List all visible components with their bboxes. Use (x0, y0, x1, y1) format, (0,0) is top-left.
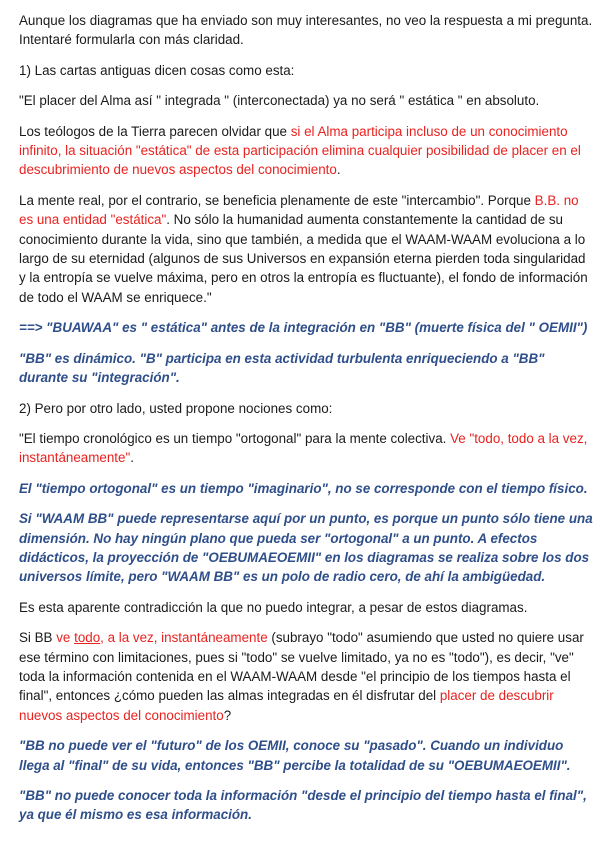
text-run: (subrayo "todo" asumiendo que usted no quiere usar ese término con limitaciones, pues si "todo" se vuelve limitado, ya no es "todo"), es decir, "ve" toda la información contenida en el WAAM-WAAM desde "el principio de los tiempos hasta el final", entonces ¿cómo pueden las almas integradas en él disfrutar del (19, 630, 584, 704)
highlighted-text: si el Alma participa incluso de un conocimiento infinito, la situación "estática" de esta participación elimina cualquier posibilidad de placer en el descubrimiento de nuevos aspectos del conocimiento (19, 123, 581, 178)
highlighted-text: Ve "todo, todo a la vez, instantáneamente" (19, 430, 588, 466)
paragraph-question (19, 628, 594, 725)
underlined-highlighted-text: todo (74, 630, 101, 646)
document-body (19, 11, 594, 836)
text-run: . (336, 162, 341, 178)
paragraph-intro: Aunque los diagramas que ha enviado son muy interesantes, no veo la respuesta a mi pregunta. Intentaré formularla con más claridad. (19, 13, 593, 48)
paragraph-quote-2 (19, 429, 594, 468)
highlighted-text: , a la vez, instantáneamente (100, 630, 268, 646)
text-run: ? (223, 707, 232, 723)
text-run: Los teólogos de la Tierra parecen olvidar que (19, 123, 291, 139)
paragraph-theologians (19, 122, 594, 180)
paragraph-point-2: 2) Pero por otro lado, usted propone nociones como: (19, 400, 333, 416)
comment-bb-future: "BB no puede ver el "futuro" de los OEMII, conoce su "pasado". Cuando un individuo llega al "final" de su vida, entonces "BB" percibe la totalidad de su "OEBUMAEOEMII". (19, 738, 571, 773)
highlighted-text: placer de descubrir nuevos aspectos del conocimiento (19, 688, 554, 723)
comment-bb-dynamic: "BB" es dinámico. "B" participa en esta actividad turbulenta enriqueciendo a "BB" durante su "integración". (19, 350, 545, 386)
paragraph-contradiction: Es esta aparente contradicción la que no puedo integrar, a pesar de estos diagramas. (19, 599, 528, 615)
text-run: . (130, 450, 134, 466)
paragraph-real-mind (19, 191, 594, 307)
comment-orthogonal-time: El "tiempo ortogonal" es un tiempo "imaginario", no se corresponde con el tiempo físico. (19, 480, 588, 496)
paragraph-point-1: 1) Las cartas antiguas dicen cosas como esta: (19, 62, 295, 78)
comment-buawaa: ==> "BUAWAA" es " estática" antes de la integración en "BB" (muerte física del " OEMII") (19, 320, 588, 336)
text-run: Si BB (19, 630, 57, 646)
highlighted-text: B.B. no es una entidad "estática" (19, 192, 579, 228)
text-run: La mente real, por el contrario, se beneficia plenamente de este "intercambio". Porque (19, 192, 535, 208)
comment-bb-information: "BB" no puede conocer toda la información "desde el principio del tiempo hasta el final", ya que él mismo es esa información. (19, 788, 587, 823)
comment-waam-bb-point: Si "WAAM BB" puede representarse aquí por un punto, es porque un punto sólo tiene una dimensión. No hay ningún plano que pueda ser "ortogonal" a un punto. A efectos didácticos, la proyección de "OEBUMAEOEMII" en los diagramas se realiza sobre los dos universos límite, pero "WAAM BB" es un polo de radio cero, de ahí la ambigüedad. (19, 511, 593, 585)
text-run: "El tiempo cronológico es un tiempo "ortogonal" para la mente colectiva. (19, 430, 451, 446)
highlighted-text: ve (56, 630, 75, 646)
paragraph-quote-1: "El placer del Alma así " integrada " (interconectada) ya no será " estática " en absoluto. (19, 93, 540, 109)
text-run: . No sólo la humanidad aumenta constantemente la cantidad de su conocimiento durante la vida, sino que también, a medida que el WAAM-WAAM evoluciona a lo largo de su eternidad (algunos de sus Universos en expansión eterna pierden toda singularidad y la entropía se vuelve máxima, pero en otros la entropía es fluctuante), el fondo de información de todo el WAAM se enriquece." (19, 212, 588, 305)
